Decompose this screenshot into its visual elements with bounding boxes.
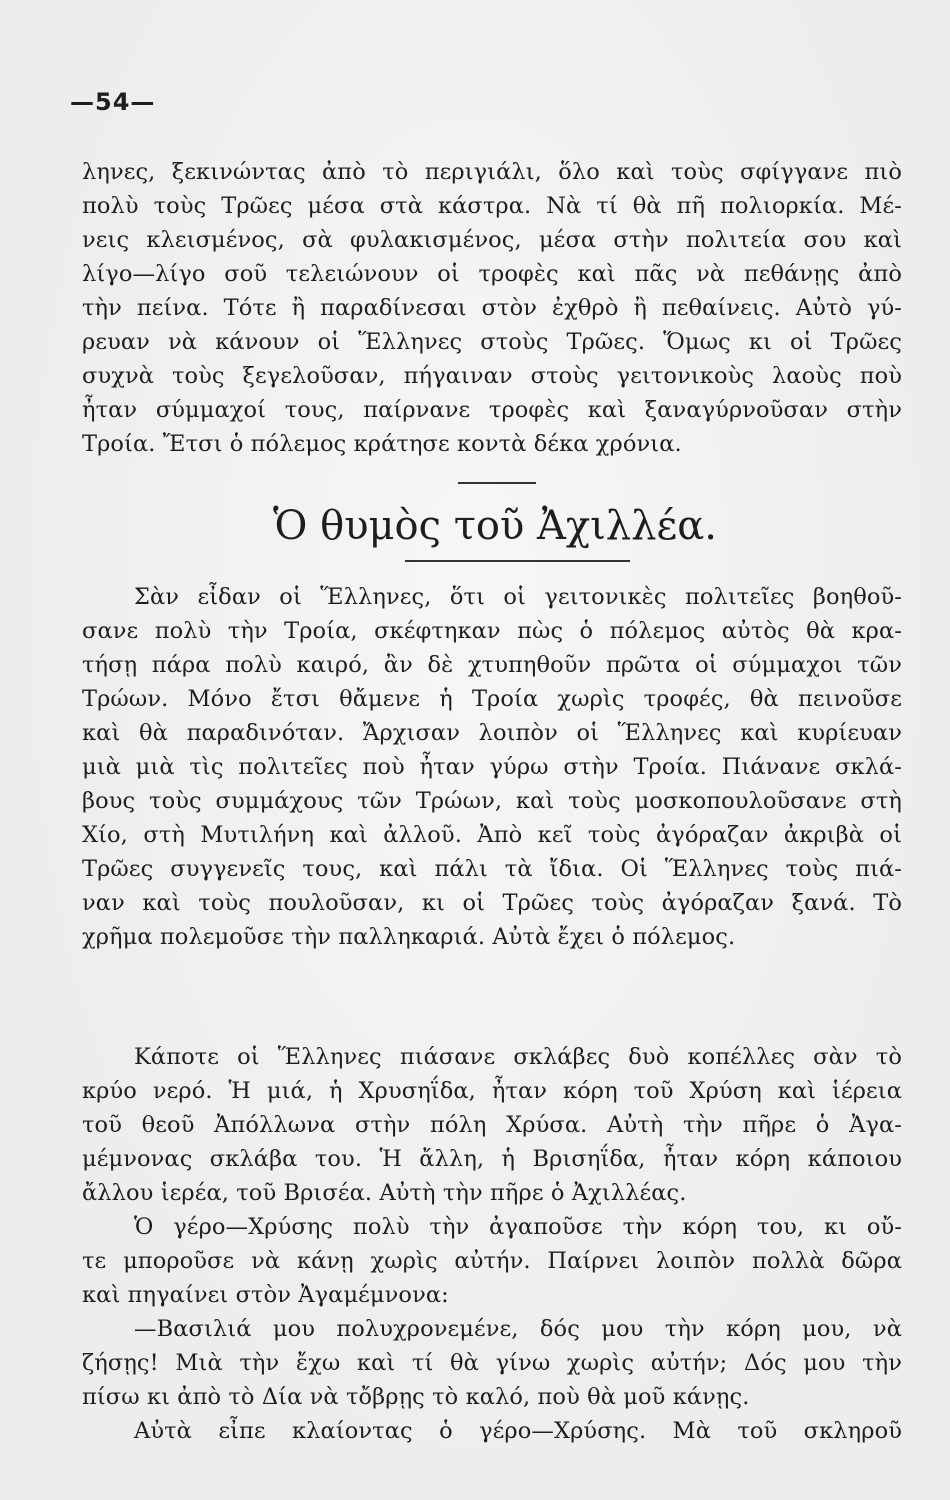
- text-line: βους τοὺς συμμάχους τῶν Τρώων, καὶ τοὺς μοσκοπουλοῦσανε στὴ: [82, 788, 902, 814]
- text-line: πίσω κι ἀπὸ τὸ Δία νὰ τὄβρῃς τὸ καλό, ποὺ θὰ μοῦ κάνῃς.: [82, 1384, 750, 1410]
- text-line: ἄλλου ἱερέα, τοῦ Βρισέα. Αὐτὴ τὴν πῆρε ὁ Ἀχιλλέας.: [82, 1180, 687, 1206]
- text-line: συχνὰ τοὺς ξεγελοῦσαν, πήγαιναν στοὺς γειτονικοὺς λαοὺς ποὺ: [82, 363, 902, 389]
- text-line: τὴν πείνα. Τότε ἢ παραδίνεσαι στὸν ἐχθρὸ ἢ πεθαίνεις. Αὐτὸ γύ-: [82, 295, 902, 321]
- text-line: Αὐτὰ εἶπε κλαίοντας ὁ γέρο—Χρύσης. Μὰ τοῦ σκληροῦ: [134, 1418, 902, 1444]
- section-divider: [458, 482, 536, 484]
- paragraph-captives: [82, 1040, 902, 1448]
- text-line: ναν καὶ τοὺς πουλοῦσαν, κι οἱ Τρῶες τοὺς ἀγόραζαν ξανά. Τὸ: [82, 890, 902, 916]
- text-line: Σὰν εἶδαν οἱ Ἕλληνες, ὅτι οἱ γειτονικὲς πολιτεῖες βοηθοῦ-: [134, 584, 902, 610]
- text-line: Τρώων. Μόνο ἔτσι θἄμενε ἡ Τροία χωρὶς τροφές, θὰ πεινοῦσε: [82, 686, 902, 712]
- text-line: Κάποτε οἱ Ἕλληνες πιάσανε σκλάβες δυὸ κοπέλλες σὰν τὸ: [134, 1044, 902, 1070]
- paragraph-allies: [82, 580, 902, 954]
- text-line: —Βασιλιά μου πολυχρονεμένε, δός μου τὴν κόρη μου, νὰ: [134, 1316, 902, 1342]
- text-line: κρύο νερό. Ἡ μιά, ἡ Χρυσηΐδα, ἦταν κόρη τοῦ Χρύση καὶ ἱέρεια: [82, 1078, 902, 1104]
- text-line: τε μποροῦσε νὰ κάνῃ χωρὶς αὐτήν. Παίρνει λοιπὸν πολλὰ δῶρα: [82, 1248, 902, 1274]
- text-line: Τρῶες συγγενεῖς τους, καὶ πάλι τὰ ἴδια. Οἱ Ἕλληνες τοὺς πιά-: [82, 856, 902, 882]
- chapter-heading: Ὁ θυμὸς τοῦ Ἀχιλλέα.: [273, 503, 717, 549]
- text-line: ρευαν νὰ κάνουν οἱ Ἕλληνες στοὺς Τρῶες. Ὅμως κι οἱ Τρῶες: [82, 329, 902, 355]
- text-line: τήσῃ πάρα πολὺ καιρό, ἂν δὲ χτυπηθοῦν πρῶτα οἱ σύμμαχοι τῶν: [82, 652, 902, 678]
- text-line: πολὺ τοὺς Τρῶες μέσα στὰ κάστρα. Νὰ τί θὰ πῆ πολιορκία. Μέ-: [82, 193, 902, 219]
- paragraph-siege: [82, 155, 902, 461]
- text-line: Ὁ γέρο—Χρύσης πολὺ τὴν ἀγαποῦσε τὴν κόρη του, κι οὔ-: [134, 1214, 902, 1240]
- page-number: —54—: [70, 88, 156, 116]
- text-line: μιὰ μιὰ τὶς πολιτεῖες ποὺ ἦταν γύρω στὴν Τροία. Πιάνανε σκλά-: [82, 754, 902, 780]
- text-line: καὶ θὰ παραδινόταν. Ἄρχισαν λοιπὸν οἱ Ἕλληνες καὶ κυρίευαν: [82, 720, 902, 746]
- text-line: καὶ πηγαίνει στὸν Ἀγαμέμνονα:: [82, 1282, 449, 1308]
- text-line: σανε πολὺ τὴν Τροία, σκέφτηκαν πὼς ὁ πόλεμος αὐτὸς θὰ κρα-: [82, 618, 902, 644]
- text-line: ἦταν σύμμαχοί τους, παίρνανε τροφὲς καὶ ξαναγύρνοῦσαν στὴν: [82, 397, 902, 423]
- text-line: Χίο, στὴ Μυτιλήνη καὶ ἀλλοῦ. Ἀπὸ κεῖ τοὺς ἀγόραζαν ἀκριβὰ οἱ: [82, 822, 902, 848]
- text-line: λίγο—λίγο σοῦ τελειώνουν οἱ τροφὲς καὶ πᾶς νὰ πεθάνῃς ἀπὸ: [82, 261, 902, 287]
- text-line: ζήσῃς! Μιὰ τὴν ἔχω καὶ τί θὰ γίνω χωρὶς αὐτήν; Δός μου τὴν: [82, 1350, 902, 1376]
- text-line: χρῆμα πολεμοῦσε τὴν παλληκαριά. Αὐτὰ ἔχει ὁ πόλεμος.: [82, 924, 736, 950]
- text-line: μέμνονας σκλάβα του. Ἡ ἄλλη, ἡ Βρισηΐδα, ἦταν κόρη κάποιου: [82, 1146, 902, 1172]
- text-line: νεις κλεισμένος, σὰ φυλακισμένος, μέσα στὴν πολιτεία σου καὶ: [82, 227, 902, 253]
- text-line: Τροία. Ἔτσι ὁ πόλεμος κράτησε κοντὰ δέκα χρόνια.: [82, 431, 682, 457]
- text-line: τοῦ θεοῦ Ἀπόλλωνα στὴν πόλη Χρύσα. Αὐτὴ τὴν πῆρε ὁ Ἀγα-: [82, 1112, 902, 1138]
- heading-underline: [405, 560, 630, 562]
- text-line: ληνες, ξεκινώντας ἀπὸ τὸ περιγιάλι, ὅλο καὶ τοὺς σφίγγανε πιὸ: [82, 159, 902, 185]
